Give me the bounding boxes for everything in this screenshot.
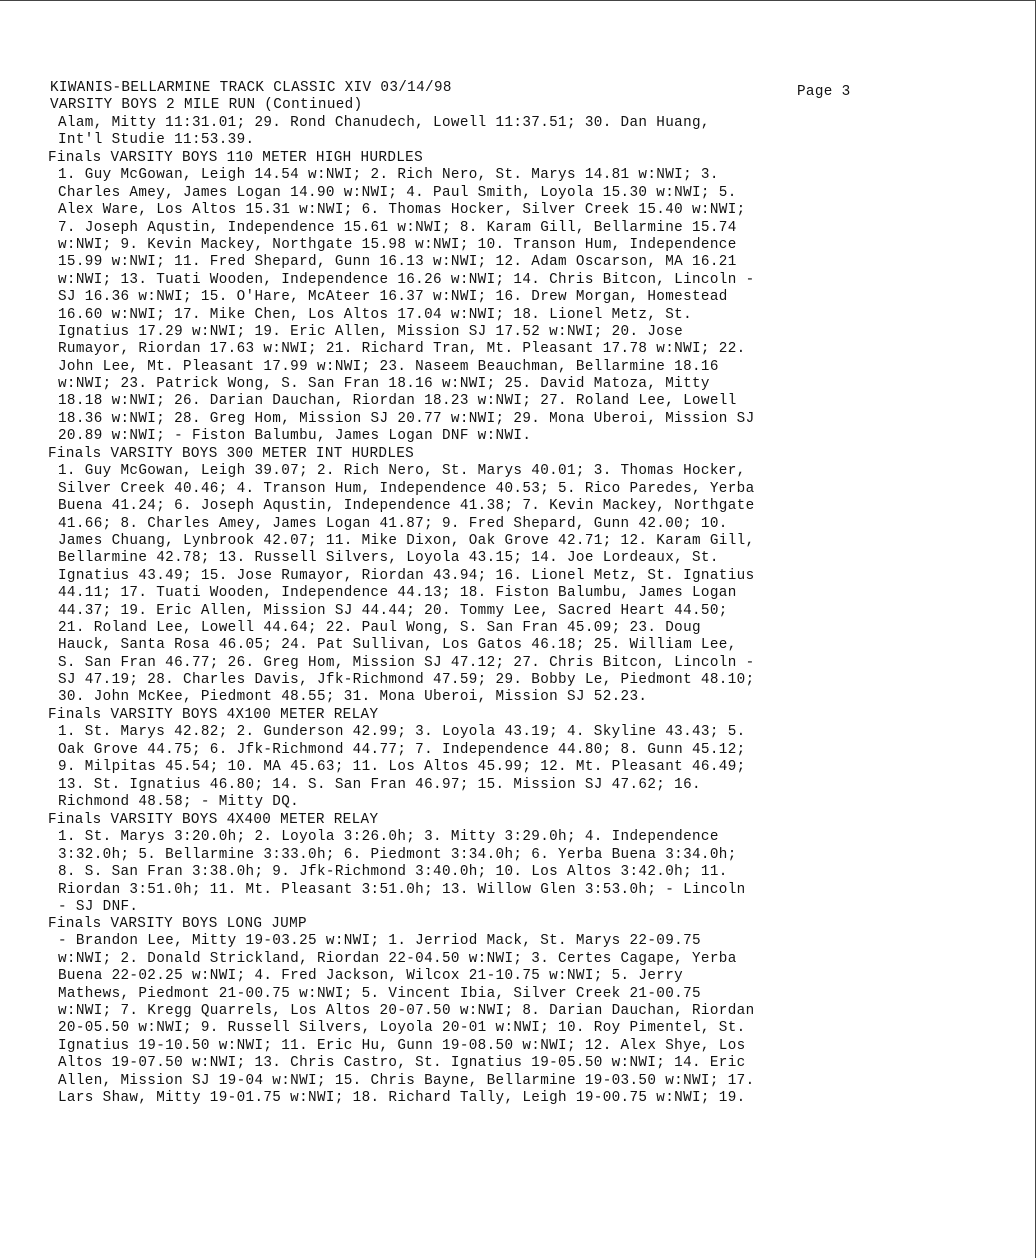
result-line: James Chuang, Lynbrook 42.07; 11. Mike Dixon, Oak Grove 42.71; 12. Karam Gill, <box>58 532 755 549</box>
result-line: 20.89 w:NWI; - Fiston Balumbu, James Logan DNF w:NWI. <box>58 428 532 445</box>
section-4x400-relay <box>48 812 868 916</box>
result-line: Oak Grove 44.75; 6. Jfk-Richmond 44.77; 7. Independence 44.80; 8. Gunn 45.12; <box>58 741 746 758</box>
result-line: 18.36 w:NWI; 28. Greg Hom, Mission SJ 20.77 w:NWI; 29. Mona Uberoi, Mission SJ <box>58 410 755 427</box>
result-line: w:NWI; 23. Patrick Wong, S. San Fran 18.16 w:NWI; 25. David Matoza, Mitty <box>58 376 710 393</box>
result-line: Altos 19-07.50 w:NWI; 13. Chris Castro, St. Ignatius 19-05.50 w:NWI; 14. Eric <box>58 1055 746 1072</box>
result-line: Bellarmine 42.78; 13. Russell Silvers, Loyola 43.15; 14. Joe Lordeaux, St. <box>58 550 719 567</box>
result-line: - Brandon Lee, Mitty 19-03.25 w:NWI; 1. Jerriod Mack, St. Marys 22-09.75 <box>58 933 701 950</box>
top-border <box>0 0 1036 1</box>
result-line: - SJ DNF. <box>58 898 139 915</box>
result-line: w:NWI; 9. Kevin Mackey, Northgate 15.98 w:NWI; 10. Transon Hum, Independence <box>58 236 737 253</box>
section-long-jump <box>48 916 868 1107</box>
result-line: 20-05.50 w:NWI; 9. Russell Silvers, Loyola 20-01 w:NWI; 10. Roy Pimentel, St. <box>58 1020 746 1037</box>
result-line: Rumayor, Riordan 17.63 w:NWI; 21. Richard Tran, Mt. Pleasant 17.78 w:NWI; 22. <box>58 341 746 358</box>
result-line: 7. Joseph Aqustin, Independence 15.61 w:NWI; 8. Karam Gill, Bellarmine 15.74 <box>58 219 737 236</box>
result-line: Charles Amey, James Logan 14.90 w:NWI; 4. Paul Smith, Loyola 15.30 w:NWI; 5. <box>58 184 737 201</box>
event-title: Finals VARSITY BOYS LONG JUMP <box>48 916 307 932</box>
result-line: w:NWI; 2. Donald Strickland, Riordan 22-04.50 w:NWI; 3. Certes Cagape, Yerba <box>58 950 737 967</box>
section-body <box>48 933 858 1107</box>
result-line: 21. Roland Lee, Lowell 44.64; 22. Paul Wong, S. San Fran 45.09; 23. Doug <box>58 619 701 636</box>
result-line: Buena 22-02.25 w:NWI; 4. Fred Jackson, Wilcox 21-10.75 w:NWI; 5. Jerry <box>58 968 684 985</box>
result-line: Alam, Mitty 11:31.01; 29. Rond Chanudech, Lowell 11:37.51; 30. Dan Huang, <box>58 115 710 131</box>
result-line: w:NWI; 13. Tuati Wooden, Independence 16.26 w:NWI; 14. Chris Bitcon, Lincoln - <box>58 271 755 288</box>
result-line: SJ 16.36 w:NWI; 15. O'Hare, McAteer 16.37 w:NWI; 16. Drew Morgan, Homestead <box>58 289 728 306</box>
result-line: 1. Guy McGowan, Leigh 14.54 w:NWI; 2. Rich Nero, St. Marys 14.81 w:NWI; 3. <box>58 167 719 184</box>
result-line: Richmond 48.58; - Mitty DQ. <box>58 793 300 810</box>
section-body <box>48 167 858 445</box>
continued-title: VARSITY BOYS 2 MILE RUN (Continued) <box>50 97 363 114</box>
event-title: Finals VARSITY BOYS 110 METER HIGH HURDLES <box>48 150 424 166</box>
result-line: Ignatius 43.49; 15. Jose Rumayor, Riordan 43.94; 16. Lionel Metz, St. Ignatius <box>58 567 755 584</box>
result-line: 9. Milpitas 45.54; 10. MA 45.63; 11. Los Altos 45.99; 12. Mt. Pleasant 46.49; <box>58 759 746 776</box>
result-line: Hauck, Santa Rosa 46.05; 24. Pat Sullivan, Los Gatos 46.18; 25. William Lee, <box>58 637 737 654</box>
section-body <box>48 829 858 916</box>
result-line: 41.66; 8. Charles Amey, James Logan 41.87; 9. Fred Shepard, Gunn 42.00; 10. <box>58 515 728 532</box>
result-line: Silver Creek 40.46; 4. Transon Hum, Independence 40.53; 5. Rico Paredes, Yerba <box>58 480 755 497</box>
result-line: 3:32.0h; 5. Bellarmine 3:33.0h; 6. Piedmont 3:34.0h; 6. Yerba Buena 3:34.0h; <box>58 846 737 863</box>
result-line: 1. Guy McGowan, Leigh 39.07; 2. Rich Nero, St. Marys 40.01; 3. Thomas Hocker, <box>58 463 746 480</box>
event-title: Finals VARSITY BOYS 4X400 METER RELAY <box>48 812 379 828</box>
section-2-mile-continued <box>48 115 868 150</box>
result-line: 1. St. Marys 42.82; 2. Gunderson 42.99; 3. Loyola 43.19; 4. Skyline 43.43; 5. <box>58 724 746 741</box>
result-line: 30. John McKee, Piedmont 48.55; 31. Mona Uberoi, Mission SJ 52.23. <box>58 689 648 706</box>
result-line: Mathews, Piedmont 21-00.75 w:NWI; 5. Vincent Ibia, Silver Creek 21-00.75 <box>58 985 701 1002</box>
section-body <box>48 115 858 150</box>
section-body <box>48 463 858 706</box>
section-body <box>48 724 858 811</box>
event-title: Finals VARSITY BOYS 4X100 METER RELAY <box>48 707 379 723</box>
section-110-hurdles <box>48 150 868 446</box>
result-line: 8. S. San Fran 3:38.0h; 9. Jfk-Richmond 3:40.0h; 10. Los Altos 3:42.0h; 11. <box>58 864 728 881</box>
section-300-int-hurdles <box>48 446 868 707</box>
result-line: Riordan 3:51.0h; 11. Mt. Pleasant 3:51.0h; 13. Willow Glen 3:53.0h; - Lincoln <box>58 881 746 898</box>
result-line: Buena 41.24; 6. Joseph Aqustin, Independence 41.38; 7. Kevin Mackey, Northgate <box>58 498 755 515</box>
result-line: w:NWI; 7. Kregg Quarrels, Los Altos 20-07.50 w:NWI; 8. Darian Dauchan, Riordan <box>58 1002 755 1019</box>
result-line: Ignatius 19-10.50 w:NWI; 11. Eric Hu, Gunn 19-08.50 w:NWI; 12. Alex Shye, Los <box>58 1037 746 1054</box>
result-line: Int'l Studie 11:53.39. <box>58 132 255 149</box>
result-line: 16.60 w:NWI; 17. Mike Chen, Los Altos 17.04 w:NWI; 18. Lionel Metz, St. <box>58 306 692 323</box>
section-4x100-relay <box>48 707 868 811</box>
page-header <box>50 80 870 115</box>
event-title: Finals VARSITY BOYS 300 METER INT HURDLES <box>48 446 415 462</box>
result-line: SJ 47.19; 28. Charles Davis, Jfk-Richmond 47.59; 29. Bobby Le, Piedmont 48.10; <box>58 672 755 689</box>
result-line: Lars Shaw, Mitty 19-01.75 w:NWI; 18. Richard Tally, Leigh 19-00.75 w:NWI; 19. <box>58 1089 746 1106</box>
result-line: Alex Ware, Los Altos 15.31 w:NWI; 6. Thomas Hocker, Silver Creek 15.40 w:NWI; <box>58 202 746 219</box>
result-line: 15.99 w:NWI; 11. Fred Shepard, Gunn 16.13 w:NWI; 12. Adam Oscarson, MA 16.21 <box>58 254 737 271</box>
result-line: 1. St. Marys 3:20.0h; 2. Loyola 3:26.0h; 3. Mitty 3:29.0h; 4. Independence <box>58 829 719 846</box>
result-line: 18.18 w:NWI; 26. Darian Dauchan, Riordan 18.23 w:NWI; 27. Roland Lee, Lowell <box>58 393 737 410</box>
result-line: 44.11; 17. Tuati Wooden, Independence 44.13; 18. Fiston Balumbu, James Logan <box>58 585 737 602</box>
result-line: Allen, Mission SJ 19-04 w:NWI; 15. Chris Bayne, Bellarmine 19-03.50 w:NWI; 17. <box>58 1072 755 1089</box>
meet-title: KIWANIS-BELLARMINE TRACK CLASSIC XIV 03/14/98 <box>50 80 452 96</box>
page-number: Page 3 <box>797 84 851 100</box>
result-line: Ignatius 17.29 w:NWI; 19. Eric Allen, Mission SJ 17.52 w:NWI; 20. Jose <box>58 323 684 340</box>
result-line: S. San Fran 46.77; 26. Greg Hom, Mission SJ 47.12; 27. Chris Bitcon, Lincoln - <box>58 654 755 671</box>
result-line: 44.37; 19. Eric Allen, Mission SJ 44.44; 20. Tommy Lee, Sacred Heart 44.50; <box>58 602 728 619</box>
result-line: 13. St. Ignatius 46.80; 14. S. San Fran 46.97; 15. Mission SJ 47.62; 16. <box>58 776 701 793</box>
result-line: John Lee, Mt. Pleasant 17.99 w:NWI; 23. Naseem Beauchman, Bellarmine 18.16 <box>58 358 719 375</box>
